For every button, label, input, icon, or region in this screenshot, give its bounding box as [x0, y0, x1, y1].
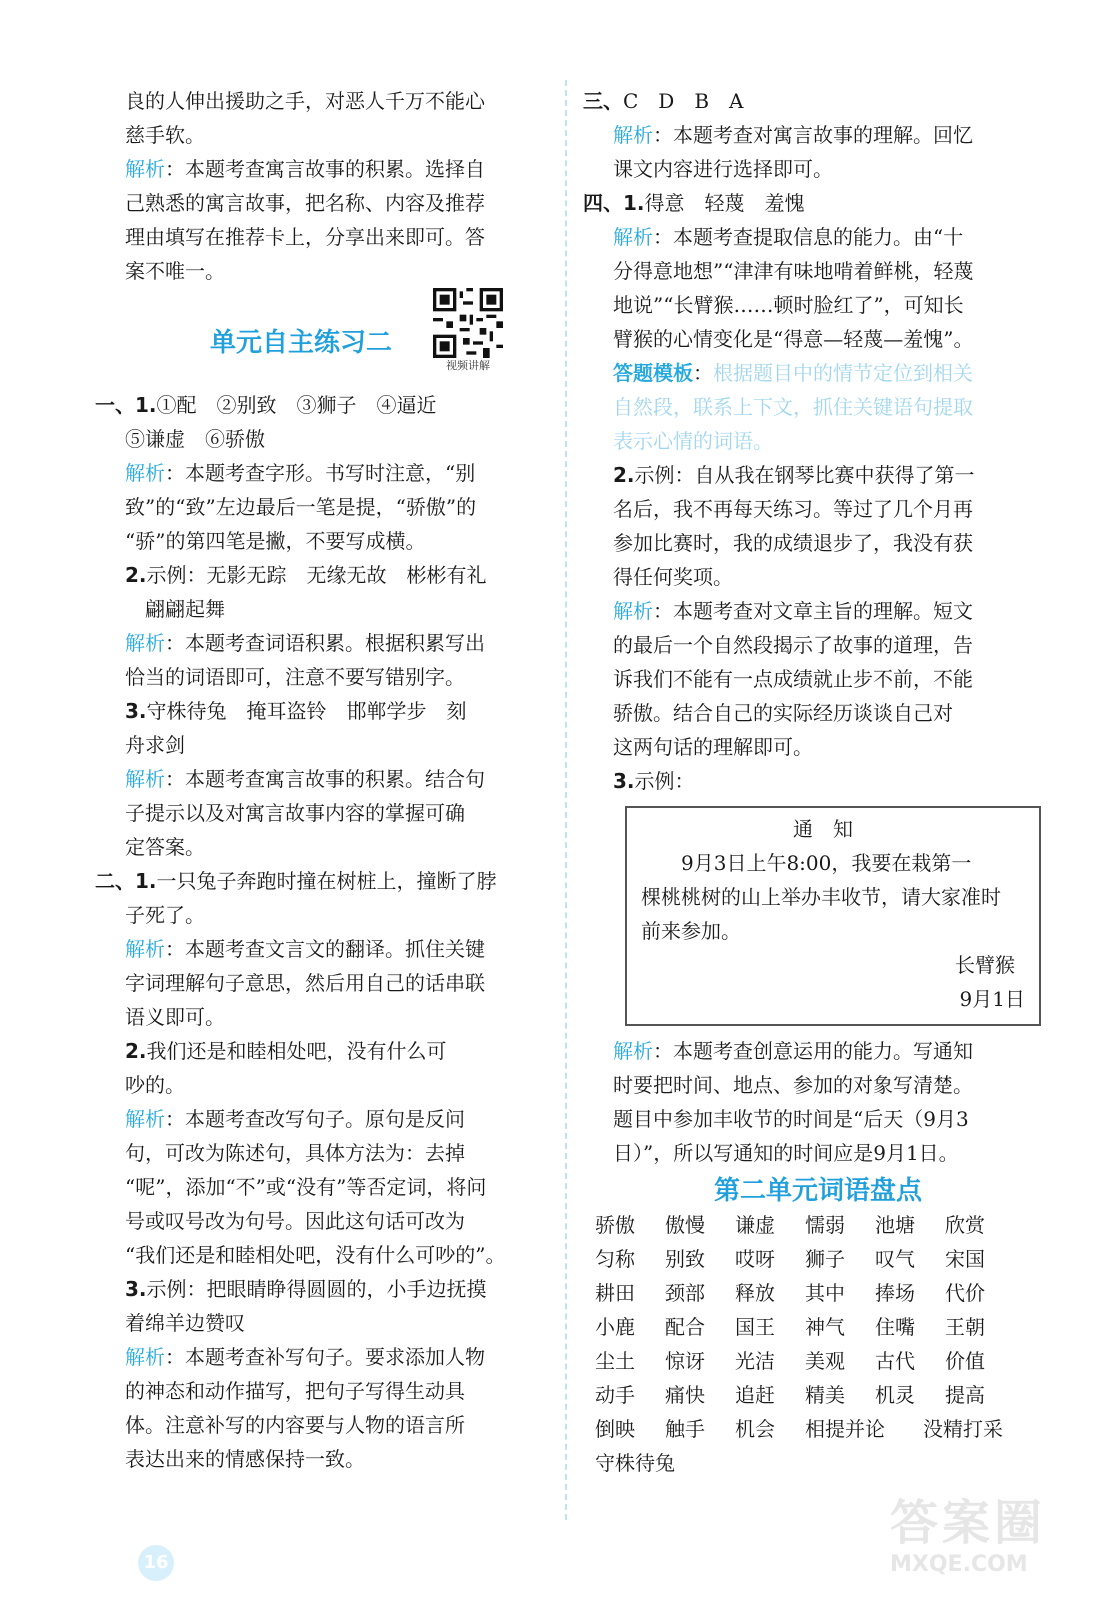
answer-text: 得任何奖项。 — [613, 565, 733, 589]
answer-text: 子死了。 — [125, 903, 205, 927]
question-number: 二、1. — [95, 869, 157, 893]
vocab-word: 相提并论 — [805, 1417, 885, 1441]
jiexi-para: 解析：本题考查寓言故事的积累。结合句 — [125, 767, 485, 791]
jiexi-label: 解析 — [125, 157, 165, 181]
jiexi-label: 解析 — [125, 937, 165, 961]
jiexi-label: 解析 — [125, 767, 165, 791]
qr-code-icon[interactable] — [433, 288, 503, 358]
answer-text: 我们还是和睦相处吧，没有什么可 — [146, 1039, 447, 1063]
vocab-word: 神气 — [805, 1315, 845, 1339]
left-column — [95, 84, 555, 1476]
jiexi-text: 己熟悉的寓言故事，把名称、内容及推荐 — [125, 191, 485, 215]
notice-body-line: 9月3日上午8:00，我要在栽第一 — [681, 851, 972, 875]
answer-text: ⑤谦虚 ⑥骄傲 — [125, 427, 265, 451]
jiexi-text: “骄”的第四笔是撇，不要写成横。 — [125, 529, 426, 553]
question — [583, 84, 1053, 118]
question — [583, 458, 1053, 492]
answer-text: 舟求剑 — [125, 733, 185, 757]
vocab-word: 动手 — [595, 1383, 635, 1407]
vocab-word: 狮子 — [805, 1247, 845, 1271]
template-para: 答题模板：根据题目中的情节定位到相关 — [613, 361, 973, 385]
answer-text: 守株待兔 掩耳盗铃 邯郸学步 刻 — [146, 699, 467, 723]
jiexi-label: 解析 — [125, 631, 165, 655]
jiexi-text: 臂猴的心情变化是“得意—轻蔑—羞愧”。 — [613, 327, 974, 351]
vocab-word: 池塘 — [875, 1213, 915, 1237]
vocab-word: 美观 — [805, 1349, 845, 1373]
jiexi-text: 的神态和动作描写，把句子写得生动具 — [125, 1379, 465, 1403]
watermark-logo — [890, 1495, 1060, 1590]
vocab-word: 懦弱 — [805, 1213, 845, 1237]
watermark-text: 答案圈 — [890, 1495, 1047, 1551]
question-number: 3. — [125, 1277, 147, 1301]
jiexi-label: 解析 — [125, 1107, 165, 1131]
jiexi-text: 表达出来的情感保持一致。 — [125, 1447, 365, 1471]
jiexi-text: 本题考查对寓言故事的理解。回忆 — [673, 123, 973, 147]
jiexi-text: 本题考查改写句子。原句是反问 — [185, 1107, 465, 1131]
jiexi-para: 解析：本题考查寓言故事的积累。选择自 — [125, 157, 485, 181]
vocab-word: 捧场 — [875, 1281, 915, 1305]
vocab-word: 傲慢 — [665, 1213, 705, 1237]
jiexi-text: 的最后一个自然段揭示了故事的道理，告 — [613, 633, 973, 657]
vocab-word: 哎呀 — [735, 1247, 775, 1271]
question — [95, 1034, 555, 1068]
jiexi-text: “我们还是和睦相处吧，没有什么可吵的”。 — [125, 1243, 506, 1267]
vocab-word: 其中 — [805, 1281, 845, 1305]
template-label: 答题模板 — [613, 361, 693, 385]
question — [583, 186, 1053, 220]
question-number: 2. — [125, 563, 147, 587]
jiexi-text: 号或叹号改为句号。因此这句话可改为 — [125, 1209, 465, 1233]
vocab-word: 叹气 — [875, 1247, 915, 1271]
jiexi-text: 体。注意补写的内容要与人物的语言所 — [125, 1413, 465, 1437]
vocab-grid — [595, 1208, 1053, 1412]
question-number: 三、 — [583, 89, 623, 113]
question-number: 3. — [125, 699, 147, 723]
answer-text: 名后，我不再每天练习。等过了几个月再 — [613, 497, 973, 521]
notice-title: 通知 — [793, 817, 873, 841]
vocab-word: 谦虚 — [735, 1213, 775, 1237]
qr-box[interactable] — [430, 288, 506, 374]
vocab-word: 王朝 — [945, 1315, 985, 1339]
jiexi-text: 致”的“致”左边最后一笔是提，“骄傲”的 — [125, 495, 477, 519]
vocab-word: 欣赏 — [945, 1213, 985, 1237]
jiexi-text: 分得意地想”“津津有味地啃着鲜桃，轻蔑 — [613, 259, 974, 283]
notice-date: 9月1日 — [959, 987, 1025, 1011]
vocab-word: 提高 — [945, 1383, 985, 1407]
template-text: 表示心情的词语。 — [613, 429, 773, 453]
question — [95, 558, 555, 592]
vocab-word: 配合 — [665, 1315, 705, 1339]
watermark-url: MXQE.COM — [890, 1552, 1028, 1577]
notice-signer: 长臂猴 — [955, 953, 1015, 977]
jiexi-text: 案不唯一。 — [125, 259, 225, 283]
vocab-word: 住嘴 — [875, 1315, 915, 1339]
answer-text: 参加比赛时，我的成绩退步了，我没有获 — [613, 531, 973, 555]
unit-title-row — [95, 288, 555, 388]
answer-text: 吵的。 — [125, 1073, 185, 1097]
jiexi-text: 这两句话的理解即可。 — [613, 735, 813, 759]
vocab-word: 守株待兔 — [595, 1451, 675, 1475]
vocab-word: 追赶 — [735, 1383, 775, 1407]
question — [95, 1272, 555, 1306]
vocab-row — [595, 1412, 1053, 1446]
jiexi-text: 本题考查提取信息的能力。由“十 — [673, 225, 964, 249]
vocab-word: 机灵 — [875, 1383, 915, 1407]
jiexi-text: 本题考查补写句子。要求添加人物 — [185, 1345, 485, 1369]
jiexi-text: 诉我们不能有一点成绩就止步不前，不能 — [613, 667, 973, 691]
question-number: 2. — [125, 1039, 147, 1063]
vocab-word: 机会 — [735, 1417, 775, 1441]
jiexi-text: 句，可改为陈述句，具体方法为：去掉 — [125, 1141, 465, 1165]
answer-text: 一只兔子奔跑时撞在树桩上，撞断了脖 — [156, 869, 497, 893]
right-column — [583, 84, 1053, 1480]
jiexi-text: 字词理解句子意思，然后用自己的话串联 — [125, 971, 485, 995]
jiexi-para: 解析：本题考查补写句子。要求添加人物 — [125, 1345, 485, 1369]
notice-body-line: 棵桃桃树的山上举办丰收节，请大家准时 — [641, 885, 1001, 909]
qr-label: 视频讲解 — [446, 359, 490, 372]
page-number: 16 — [138, 1545, 174, 1581]
jiexi-text: 本题考查词语积累。根据积累写出 — [185, 631, 485, 655]
answer-text: 示例：把眼睛睁得圆圆的，小手边抚摸 — [146, 1277, 487, 1301]
jiexi-text: 本题考查寓言故事的积累。结合句 — [185, 767, 485, 791]
jiexi-label: 解析 — [613, 123, 653, 147]
vocab-word: 尘土 — [595, 1349, 635, 1373]
answer-text: 示例： — [634, 769, 695, 793]
vocab-word: 耕田 — [595, 1281, 635, 1305]
question — [583, 764, 1053, 798]
question-number: 四、1. — [583, 191, 645, 215]
template-text: 自然段，联系上下文，抓住关键语句提取 — [613, 395, 973, 419]
vocab-word: 古代 — [875, 1349, 915, 1373]
vocab-word: 别致 — [665, 1247, 705, 1271]
vocab-word: 骄傲 — [595, 1213, 635, 1237]
question — [95, 864, 555, 898]
vocab-word: 惊讶 — [665, 1349, 705, 1373]
question-number: 2. — [613, 463, 635, 487]
question-number: 一、1. — [95, 393, 157, 417]
question-number: 3. — [613, 769, 635, 793]
jiexi-text: 定答案。 — [125, 835, 205, 859]
jiexi-text: 骄傲。结合自己的实际经历谈谈自己对 — [613, 701, 953, 725]
jiexi-para: 解析：本题考查文言文的翻译。抓住关键 — [125, 937, 485, 961]
jiexi-label: 解析 — [613, 599, 653, 623]
jiexi-para: 解析：本题考查提取信息的能力。由“十 — [613, 225, 964, 249]
jiexi-text: 本题考查寓言故事的积累。选择自 — [185, 157, 485, 181]
jiexi-label: 解析 — [613, 225, 653, 249]
jiexi-text: 本题考查字形。书写时注意，“别 — [185, 461, 476, 485]
answer-text: 翩翩起舞 — [145, 597, 225, 621]
jiexi-para: 解析：本题考查字形。书写时注意，“别 — [125, 461, 476, 485]
jiexi-text: 本题考查文言文的翻译。抓住关键 — [185, 937, 485, 961]
jiexi-text: 时要把时间、地点、参加的对象写清楚。 — [613, 1073, 973, 1097]
answer-text: C D B A — [623, 89, 744, 113]
answer-text: ①配 ②别致 ③狮子 ④逼近 — [156, 393, 437, 417]
jiexi-text: 课文内容进行选择即可。 — [613, 157, 833, 181]
vocab-word: 国王 — [735, 1315, 775, 1339]
vocab-row — [595, 1446, 1053, 1480]
vocab-word: 倒映 — [595, 1417, 635, 1441]
vocab-word: 颈部 — [665, 1281, 705, 1305]
unit-title: 单元自主练习二 — [210, 328, 393, 358]
answer-text: 得意 轻蔑 羞愧 — [644, 191, 805, 215]
jiexi-text: 理由填写在推荐卡上，分享出来即可。答 — [125, 225, 485, 249]
jiexi-text: 地说”“长臂猴……顿时脸红了”，可知长 — [613, 293, 964, 317]
vocab-word: 宋国 — [945, 1247, 985, 1271]
jiexi-para: 解析：本题考查对寓言故事的理解。回忆 — [613, 123, 973, 147]
answer-text: 着绵羊边赞叹 — [125, 1311, 245, 1335]
jiexi-text: 语义即可。 — [125, 1005, 225, 1029]
jiexi-para: 解析：本题考查对文章主旨的理解。短文 — [613, 599, 973, 623]
jiexi-text: 题目中参加丰收节的时间是“后天（9月3 — [613, 1107, 969, 1131]
answer-text: 示例：自从我在钢琴比赛中获得了第一 — [634, 463, 975, 487]
jiexi-para: 解析：本题考查词语积累。根据积累写出 — [125, 631, 485, 655]
jiexi-label: 解析 — [125, 461, 165, 485]
vocab-word: 痛快 — [665, 1383, 705, 1407]
vocab-word: 光洁 — [735, 1349, 775, 1373]
notice-body-line: 前来参加。 — [641, 919, 741, 943]
template-text: 根据题目中的情节定位到相关 — [713, 361, 973, 385]
jiexi-text: 日）”，所以写通知的时间应是9月1日。 — [613, 1141, 959, 1165]
vocab-word: 小鹿 — [595, 1315, 635, 1339]
vocab-word: 释放 — [735, 1281, 775, 1305]
vocab-word: 没精打采 — [923, 1417, 1003, 1441]
column-divider — [565, 80, 567, 1520]
jiexi-label: 解析 — [613, 1039, 653, 1063]
question — [95, 388, 555, 422]
jiexi-text: 本题考查创意运用的能力。写通知 — [673, 1039, 973, 1063]
jiexi-label: 解析 — [125, 1345, 165, 1369]
answer-text: 示例：无影无踪 无缘无故 彬彬有礼 — [146, 563, 487, 587]
jiexi-text: 本题考查对文章主旨的理解。短文 — [673, 599, 973, 623]
vocab-word: 代价 — [945, 1281, 985, 1305]
jiexi-para: 解析：本题考查创意运用的能力。写通知 — [613, 1039, 973, 1063]
vocab-word: 匀称 — [595, 1247, 635, 1271]
vocab-word: 价值 — [945, 1349, 985, 1373]
jiexi-text: 子提示以及对寓言故事内容的掌握可确 — [125, 801, 465, 825]
jiexi-para: 解析：本题考查改写句子。原句是反问 — [125, 1107, 465, 1131]
vocab-word: 精美 — [805, 1383, 845, 1407]
vocab-word: 触手 — [665, 1417, 705, 1441]
intro-line: 慈手软。 — [125, 123, 205, 147]
intro-line: 良的人伸出援助之手，对恶人千万不能心 — [125, 89, 485, 113]
notice-box — [625, 806, 1041, 1026]
question — [95, 694, 555, 728]
vocab-title: 第二单元词语盘点 — [713, 1176, 922, 1206]
jiexi-text: “呢”，添加“不”或“没有”等否定词，将问 — [125, 1175, 487, 1199]
jiexi-text: 恰当的词语即可，注意不要写错别字。 — [125, 665, 465, 689]
